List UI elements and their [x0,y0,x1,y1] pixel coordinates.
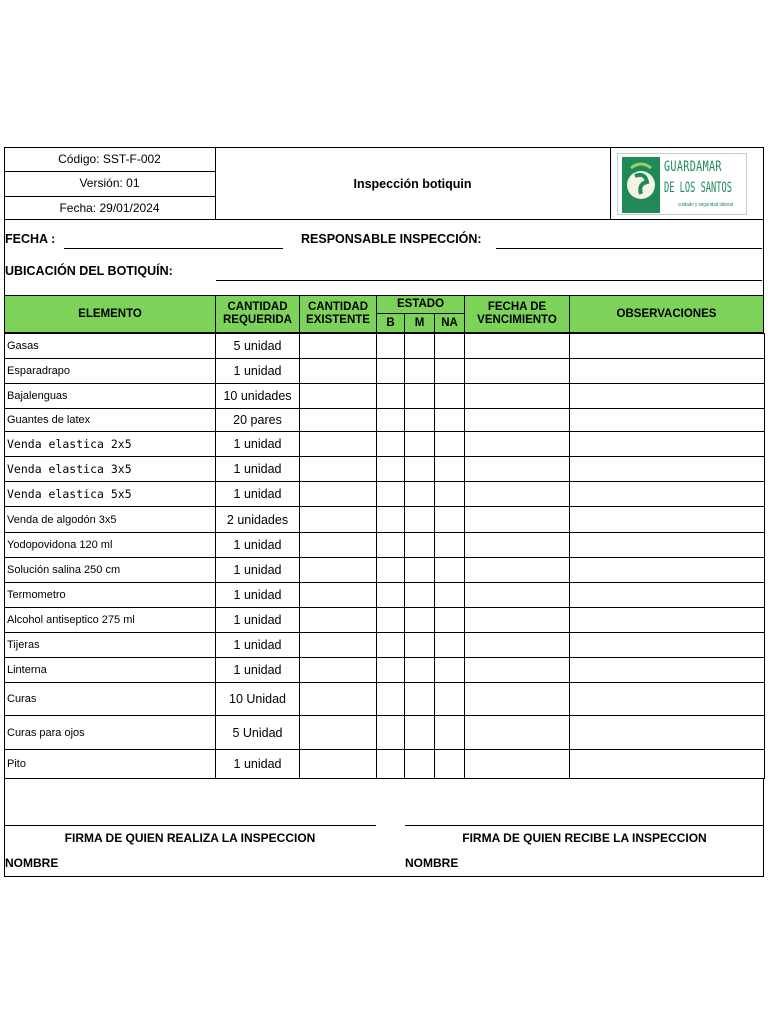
header-row-line-1 [4,171,215,172]
row-estado-m-cell[interactable] [404,358,435,384]
signature-right-label: FIRMA DE QUIEN RECIBE LA INSPECCION [462,831,707,845]
row-required-qty: 1 unidad [215,358,300,384]
row-estado-b-cell[interactable] [376,532,405,558]
row-observations-cell[interactable] [569,532,765,558]
logo-line-2: DE LOS SANTOS [664,180,732,196]
row-observations-cell[interactable] [569,506,765,533]
row-estado-m-cell[interactable] [404,682,435,716]
row-element-name: Guantes de latex [4,408,216,432]
row-estado-m-cell[interactable] [404,632,435,658]
row-existing-qty-cell[interactable] [299,333,377,359]
nombre-right-label: NOMBRE [405,856,459,870]
row-observations-cell[interactable] [569,607,765,633]
fecha-label: FECHA : [5,232,56,246]
row-required-qty: 5 unidad [215,333,300,359]
row-expiry-date-cell[interactable] [464,657,570,683]
row-estado-m-cell[interactable] [404,481,435,507]
row-estado-m-cell[interactable] [404,582,435,608]
row-estado-na-cell[interactable] [434,607,465,633]
row-expiry-date-cell[interactable] [464,749,570,779]
company-logo [617,153,747,215]
col-header-cantidad-requerida: CANTIDAD REQUERIDA [215,295,300,333]
row-estado-na-cell[interactable] [434,715,465,750]
row-existing-qty-cell[interactable] [299,481,377,507]
row-existing-qty-cell[interactable] [299,383,377,409]
row-expiry-date-cell[interactable] [464,607,570,633]
row-expiry-date-cell[interactable] [464,506,570,533]
row-observations-cell[interactable] [569,481,765,507]
row-estado-b-cell[interactable] [376,506,405,533]
logo-emblem-icon [621,156,661,214]
row-estado-b-cell[interactable] [376,557,405,583]
row-estado-na-cell[interactable] [434,682,465,716]
row-expiry-date-cell[interactable] [464,408,570,432]
ubicacion-label: UBICACIÓN DEL BOTIQUÍN: [5,264,173,278]
row-observations-cell[interactable] [569,749,765,779]
document-version: Versión: 01 [79,176,140,190]
row-estado-b-cell[interactable] [376,749,405,779]
row-estado-na-cell[interactable] [434,456,465,482]
row-observations-cell[interactable] [569,383,765,409]
row-existing-qty-cell[interactable] [299,582,377,608]
responsable-label: RESPONSABLE INSPECCIÓN: [301,232,482,246]
row-estado-na-cell[interactable] [434,358,465,384]
row-expiry-date-cell[interactable] [464,333,570,359]
row-required-qty: 1 unidad [215,456,300,482]
row-expiry-date-cell[interactable] [464,557,570,583]
header-row-line-2 [4,196,215,197]
row-estado-na-cell[interactable] [434,506,465,533]
row-estado-b-cell[interactable] [376,682,405,716]
row-observations-cell[interactable] [569,408,765,432]
row-element-name: Venda elastica 3x5 [4,456,216,482]
row-existing-qty-cell[interactable] [299,506,377,533]
row-required-qty: 5 Unidad [215,715,300,750]
row-element-name: Tijeras [4,632,216,658]
row-estado-na-cell[interactable] [434,657,465,683]
signature-line-left[interactable] [4,825,376,826]
row-expiry-date-cell[interactable] [464,383,570,409]
row-existing-qty-cell[interactable] [299,557,377,583]
row-estado-b-cell[interactable] [376,481,405,507]
row-required-qty: 1 unidad [215,431,300,457]
row-element-name: Termometro [4,582,216,608]
row-estado-b-cell[interactable] [376,456,405,482]
row-existing-qty-cell[interactable] [299,682,377,716]
signature-section [4,779,764,877]
row-observations-cell[interactable] [569,657,765,683]
row-expiry-date-cell[interactable] [464,715,570,750]
row-estado-na-cell[interactable] [434,749,465,779]
row-element-name: Esparadrapo [4,358,216,384]
col-header-elemento: ELEMENTO [4,295,216,333]
row-expiry-date-cell[interactable] [464,431,570,457]
row-existing-qty-cell[interactable] [299,607,377,633]
row-estado-b-cell[interactable] [376,333,405,359]
row-observations-cell[interactable] [569,582,765,608]
row-element-name: Venda elastica 5x5 [4,481,216,507]
row-required-qty: 1 unidad [215,657,300,683]
row-element-name: Solución salina 250 cm [4,557,216,583]
row-estado-b-cell[interactable] [376,431,405,457]
row-expiry-date-cell[interactable] [464,582,570,608]
row-estado-m-cell[interactable] [404,715,435,750]
row-observations-cell[interactable] [569,333,765,359]
row-existing-qty-cell[interactable] [299,431,377,457]
row-estado-b-cell[interactable] [376,383,405,409]
document-date: Fecha: 29/01/2024 [59,201,160,215]
row-estado-m-cell[interactable] [404,532,435,558]
row-estado-m-cell[interactable] [404,607,435,633]
row-required-qty: 1 unidad [215,749,300,779]
row-estado-b-cell[interactable] [376,582,405,608]
ubicacion-field[interactable] [216,280,762,281]
signature-left-label: FIRMA DE QUIEN REALIZA LA INSPECCION [64,831,316,845]
row-existing-qty-cell[interactable] [299,749,377,779]
row-estado-m-cell[interactable] [404,749,435,779]
row-expiry-date-cell[interactable] [464,358,570,384]
row-required-qty: 20 pares [215,408,300,432]
row-estado-b-cell[interactable] [376,607,405,633]
header-divider-right [610,147,611,220]
fecha-field[interactable] [64,248,283,249]
row-existing-qty-cell[interactable] [299,715,377,750]
row-existing-qty-cell[interactable] [299,532,377,558]
row-estado-m-cell[interactable] [404,456,435,482]
row-observations-cell[interactable] [569,431,765,457]
row-estado-m-cell[interactable] [404,657,435,683]
row-required-qty: 1 unidad [215,582,300,608]
nombre-left-label: NOMBRE [5,856,59,870]
row-estado-na-cell[interactable] [434,431,465,457]
row-estado-na-cell[interactable] [434,481,465,507]
row-estado-na-cell[interactable] [434,383,465,409]
col-header-cantidad-existente: CANTIDAD EXISTENTE [299,295,377,333]
row-required-qty: 2 unidades [215,506,300,533]
responsable-field[interactable] [496,248,762,249]
col-header-na: NA [434,313,465,333]
row-estado-na-cell[interactable] [434,532,465,558]
row-element-name: Yodopovidona 120 ml [4,532,216,558]
row-expiry-date-cell[interactable] [464,456,570,482]
row-element-name: Venda de algodón 3x5 [4,506,216,533]
row-expiry-date-cell[interactable] [464,481,570,507]
row-required-qty: 10 unidades [215,383,300,409]
row-estado-b-cell[interactable] [376,358,405,384]
col-header-estado: ESTADO [376,295,465,314]
row-estado-m-cell[interactable] [404,506,435,533]
row-estado-m-cell[interactable] [404,431,435,457]
row-expiry-date-cell[interactable] [464,632,570,658]
row-element-name: Venda elastica 2x5 [4,431,216,457]
row-estado-na-cell[interactable] [434,408,465,432]
row-element-name: Curas [4,682,216,716]
row-estado-m-cell[interactable] [404,408,435,432]
logo-line-1: GUARDAMAR [664,159,722,175]
row-expiry-date-cell[interactable] [464,682,570,716]
row-estado-na-cell[interactable] [434,582,465,608]
row-existing-qty-cell[interactable] [299,657,377,683]
row-required-qty: 1 unidad [215,557,300,583]
row-existing-qty-cell[interactable] [299,408,377,432]
row-existing-qty-cell[interactable] [299,358,377,384]
row-observations-cell[interactable] [569,358,765,384]
row-required-qty: 1 unidad [215,532,300,558]
row-estado-m-cell[interactable] [404,333,435,359]
col-header-observaciones: OBSERVACIONES [569,295,764,333]
row-estado-b-cell[interactable] [376,632,405,658]
row-estado-na-cell[interactable] [434,557,465,583]
row-required-qty: 1 unidad [215,481,300,507]
col-header-b: B [376,313,405,333]
col-header-m: M [404,313,435,333]
row-observations-cell[interactable] [569,557,765,583]
row-element-name: Bajalenguas [4,383,216,409]
row-observations-cell[interactable] [569,682,765,716]
row-estado-m-cell[interactable] [404,557,435,583]
row-existing-qty-cell[interactable] [299,632,377,658]
row-observations-cell[interactable] [569,632,765,658]
row-element-name: Pito [4,749,216,779]
row-observations-cell[interactable] [569,456,765,482]
row-existing-qty-cell[interactable] [299,456,377,482]
row-required-qty: 1 unidad [215,607,300,633]
row-estado-b-cell[interactable] [376,657,405,683]
row-expiry-date-cell[interactable] [464,532,570,558]
row-required-qty: 10 Unidad [215,682,300,716]
document-code: Código: SST-F-002 [58,152,161,166]
row-observations-cell[interactable] [569,715,765,750]
row-element-name: Linterna [4,657,216,683]
row-element-name: Curas para ojos [4,715,216,750]
col-header-fecha-vencimiento: FECHA DE VENCIMIENTO [464,295,570,333]
row-estado-na-cell[interactable] [434,333,465,359]
logo-tagline: cuidado y seguridad laboral [678,202,734,208]
document-title: Inspección botiquin [353,177,472,191]
row-estado-na-cell[interactable] [434,632,465,658]
row-required-qty: 1 unidad [215,632,300,658]
row-element-name: Alcohol antiseptico 275 ml [4,607,216,633]
row-estado-b-cell[interactable] [376,408,405,432]
row-estado-b-cell[interactable] [376,715,405,750]
signature-line-right[interactable] [405,825,764,826]
row-element-name: Gasas [4,333,216,359]
row-estado-m-cell[interactable] [404,383,435,409]
